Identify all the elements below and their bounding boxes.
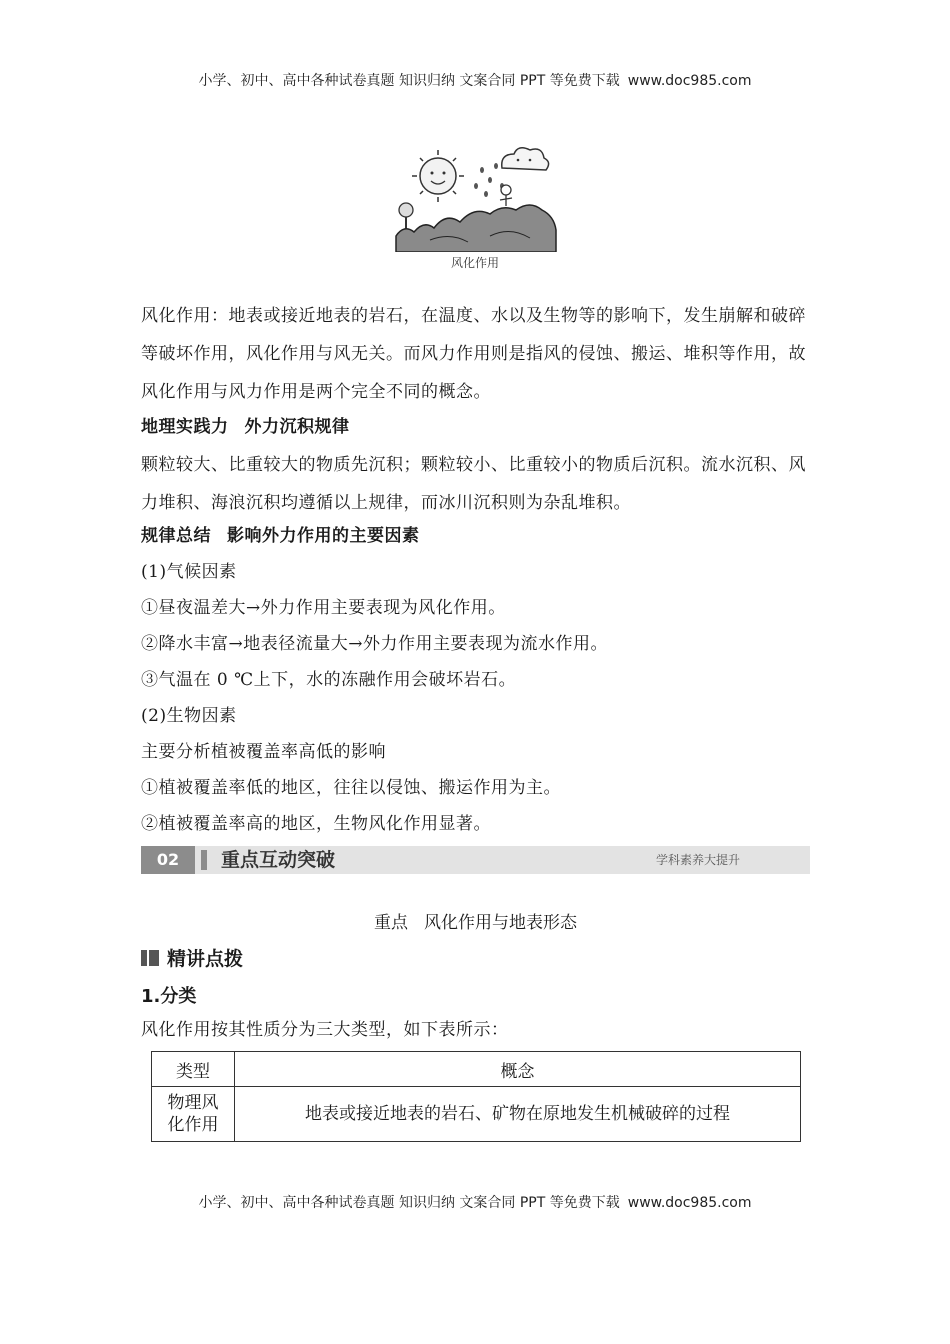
table-header-row bbox=[152, 1052, 801, 1087]
banner-number: 02 bbox=[141, 846, 195, 874]
banner-subtitle: 学科素养大提升 bbox=[655, 853, 740, 867]
summary-label: 规律总结 bbox=[141, 526, 211, 546]
section-marker-icon bbox=[149, 950, 159, 966]
classification-heading: 1.分类 bbox=[141, 986, 197, 1007]
section-banner bbox=[141, 846, 810, 874]
summary-heading bbox=[141, 524, 813, 548]
section-title-text: 精讲点拨 bbox=[167, 948, 244, 970]
practice-title: 外力沉积规律 bbox=[244, 417, 350, 437]
bio-intro: 主要分析植被覆盖率高低的影响 bbox=[141, 742, 386, 762]
bio-heading: (2)生物因素 bbox=[141, 706, 237, 726]
page-header bbox=[0, 70, 950, 90]
figure-caption: 风化作用 bbox=[450, 256, 499, 270]
climate-item: ②降水丰富→地表径流量大→外力作用主要表现为流水作用。 bbox=[141, 634, 608, 654]
intro-paragraph: 风化作用：地表或接近地表的岩石，在温度、水以及生物等的影响下，发生崩解和破碎等破坏作用，风化作用与风无关。而风力作用则是指风的侵蚀、搬运、堆积等作用，故风化作用与风力作用是两个完全不同的概念。 bbox=[141, 306, 806, 402]
header-text: 小学、初中、高中各种试卷真题 知识归纳 文案合同 PPT 等免费下载 bbox=[198, 73, 620, 89]
practice-body: 颗粒较大、比重较大的物质先沉积；颗粒较小、比重较小的物质后沉积。流水沉积、风力堆积、海浪沉积均遵循以上规律，而冰川沉积则为杂乱堆积。 bbox=[141, 455, 806, 513]
key-point-topic: 风化作用与地表形态 bbox=[424, 913, 577, 933]
table-cell-concept: 地表或接近地表的岩石、矿物在原地发生机械破碎的过程 bbox=[235, 1087, 801, 1142]
climate-heading: (1)气候因素 bbox=[141, 562, 237, 582]
summary-title: 影响外力作用的主要因素 bbox=[227, 526, 420, 546]
type-line: 物理风 bbox=[167, 1093, 219, 1113]
climate-item: ①昼夜温差大→外力作用主要表现为风化作用。 bbox=[141, 598, 506, 618]
classification-intro: 风化作用按其性质分为三大类型，如下表所示： bbox=[141, 1020, 509, 1040]
practice-label: 地理实践力 bbox=[141, 417, 229, 437]
table-row bbox=[152, 1087, 801, 1142]
footer-url[interactable]: www.doc985.com bbox=[627, 1195, 752, 1211]
bio-item: ①植被覆盖率低的地区，往往以侵蚀、搬运作用为主。 bbox=[141, 778, 561, 798]
weathering-types-table bbox=[151, 1051, 801, 1142]
climate-item: ③气温在 0 ℃上下，水的冻融作用会破坏岩石。 bbox=[141, 670, 517, 690]
bio-item: ②植被覆盖率高的地区，生物风化作用显著。 bbox=[141, 814, 491, 834]
table-header-type: 类型 bbox=[152, 1052, 235, 1087]
practice-heading bbox=[141, 415, 813, 439]
table-header-concept: 概念 bbox=[235, 1052, 801, 1087]
type-line: 化作用 bbox=[167, 1115, 219, 1135]
footer-text: 小学、初中、高中各种试卷真题 知识归纳 文案合同 PPT 等免费下载 bbox=[198, 1195, 620, 1211]
key-point-title bbox=[141, 908, 810, 933]
banner-divider bbox=[201, 850, 207, 870]
section-marker-icon bbox=[141, 950, 147, 966]
header-url[interactable]: www.doc985.com bbox=[627, 73, 752, 89]
key-point-label: 重点 bbox=[374, 913, 408, 933]
table-cell-type bbox=[152, 1087, 235, 1142]
section-title bbox=[141, 944, 243, 971]
banner-title: 重点互动突破 bbox=[221, 849, 336, 871]
page-footer bbox=[0, 1192, 950, 1212]
